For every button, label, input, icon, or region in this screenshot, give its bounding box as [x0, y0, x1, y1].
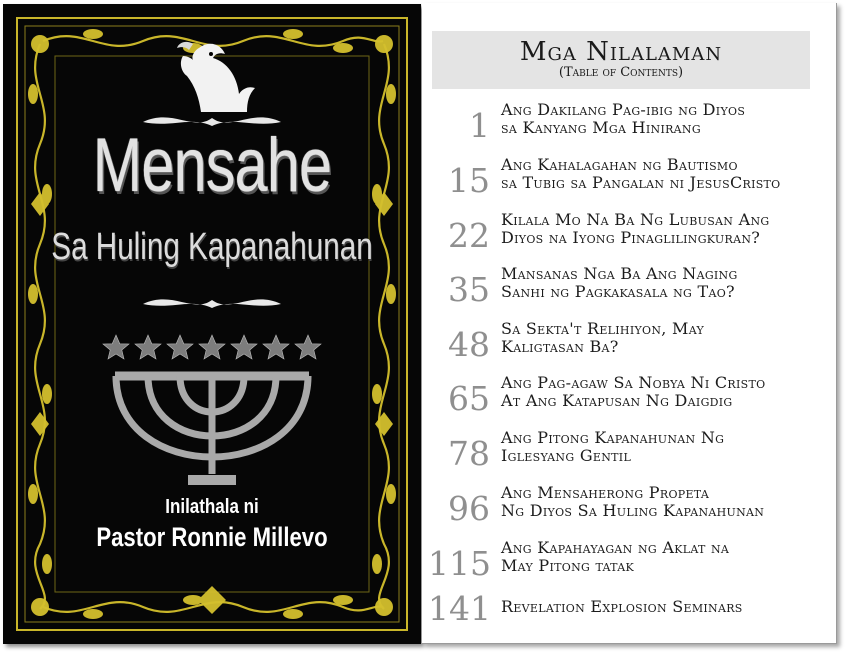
toc-entry-title [501, 539, 729, 575]
toc-entry-line: Ang Kahalagahan ng Bautismo [501, 155, 738, 174]
toc-entry-line: sa Tubig sa Pangalan ni JesusCristo [501, 173, 781, 192]
toc-entry-line: Ang Kapahayagan ng Aklat na [501, 538, 730, 557]
menorah-icon [115, 376, 309, 480]
toc-entry [422, 539, 836, 589]
toc-entry-line: Ang Mensaherong Propeta [501, 483, 710, 502]
book-cover [3, 4, 421, 644]
toc-page-number: 35 [448, 270, 490, 309]
toc-page-number: 48 [448, 325, 490, 364]
toc-entry-line: sa Kanyang Mga Hinirang [501, 118, 701, 137]
toc-entry [422, 265, 836, 315]
toc-entry-line: Iglesyang Gentil [501, 446, 632, 465]
toc-entry-title [501, 265, 738, 301]
toc-entry-title [501, 211, 769, 247]
toc-entry-line: Mansanas Nga Ba Ang Naging [501, 264, 738, 283]
toc-entry [422, 589, 836, 642]
toc-page-number: 15 [448, 161, 490, 200]
toc-page-number: 78 [448, 434, 490, 473]
toc-entry [422, 429, 836, 479]
toc-entry-title [501, 101, 745, 137]
toc-page-number: 22 [448, 216, 490, 255]
toc-entry-line: Revelation Explosion Seminars [501, 597, 743, 616]
toc-subtitle: (Table of Contents) [558, 65, 684, 80]
toc-entry [422, 101, 836, 151]
toc-entry-line: Ng Diyos Sa Huling Kapanahunan [501, 501, 765, 520]
toc-entry [422, 156, 836, 206]
toc-entry-title [501, 484, 764, 520]
toc-entry-line: Sa Sekta't Relihiyon, May [501, 319, 705, 338]
toc-entry-line: Kaligtasan Ba? [501, 337, 619, 356]
toc-entry-line: Ang Dakilang Pag-ibig ng Diyos [501, 100, 746, 119]
toc-entry [422, 374, 836, 424]
table-of-contents-page [422, 3, 837, 644]
toc-page-number: 1 [469, 106, 490, 145]
toc-entry-line: Kilala Mo Na Ba Ng Lubusan Ang [501, 210, 770, 229]
toc-entry-title [501, 320, 704, 356]
toc-entry-title [501, 374, 765, 410]
cover-subtitle: Sa Huling Kapanahunan [51, 226, 373, 268]
toc-page-number: 141 [428, 589, 491, 628]
toc-entry-line: Diyos na Iyong Pinaglilingkuran? [501, 228, 761, 247]
toc-page-number: 65 [448, 379, 490, 418]
toc-header [432, 31, 810, 89]
toc-page-number: 115 [428, 544, 491, 583]
toc-entry-title [501, 429, 724, 465]
toc-entry-line: At Ang Katapusan Ng Daigdig [501, 391, 733, 410]
toc-entry-line: Ang Pag-agaw Sa Nobya Ni Cristo [501, 373, 766, 392]
toc-entry-title [501, 598, 743, 616]
toc-entry [422, 211, 836, 261]
publisher-label: Inilathala ni [165, 496, 259, 518]
toc-entry-line: May Pitong tatak [501, 556, 634, 575]
toc-entry [422, 320, 836, 370]
toc-page-number: 96 [448, 489, 490, 528]
toc-title: Mga Nilalaman [519, 37, 723, 67]
cover-title: Mensahe [92, 123, 332, 208]
author-name: Pastor Ronnie Millevo [96, 522, 328, 552]
toc-entry [422, 484, 836, 534]
seven-stars [103, 335, 321, 359]
toc-entry-title [501, 156, 781, 192]
toc-entry-line: Sanhi ng Pagkakasala ng Tao? [501, 282, 735, 301]
toc-entry-line: Ang Pitong Kapanahunan Ng [501, 428, 725, 447]
